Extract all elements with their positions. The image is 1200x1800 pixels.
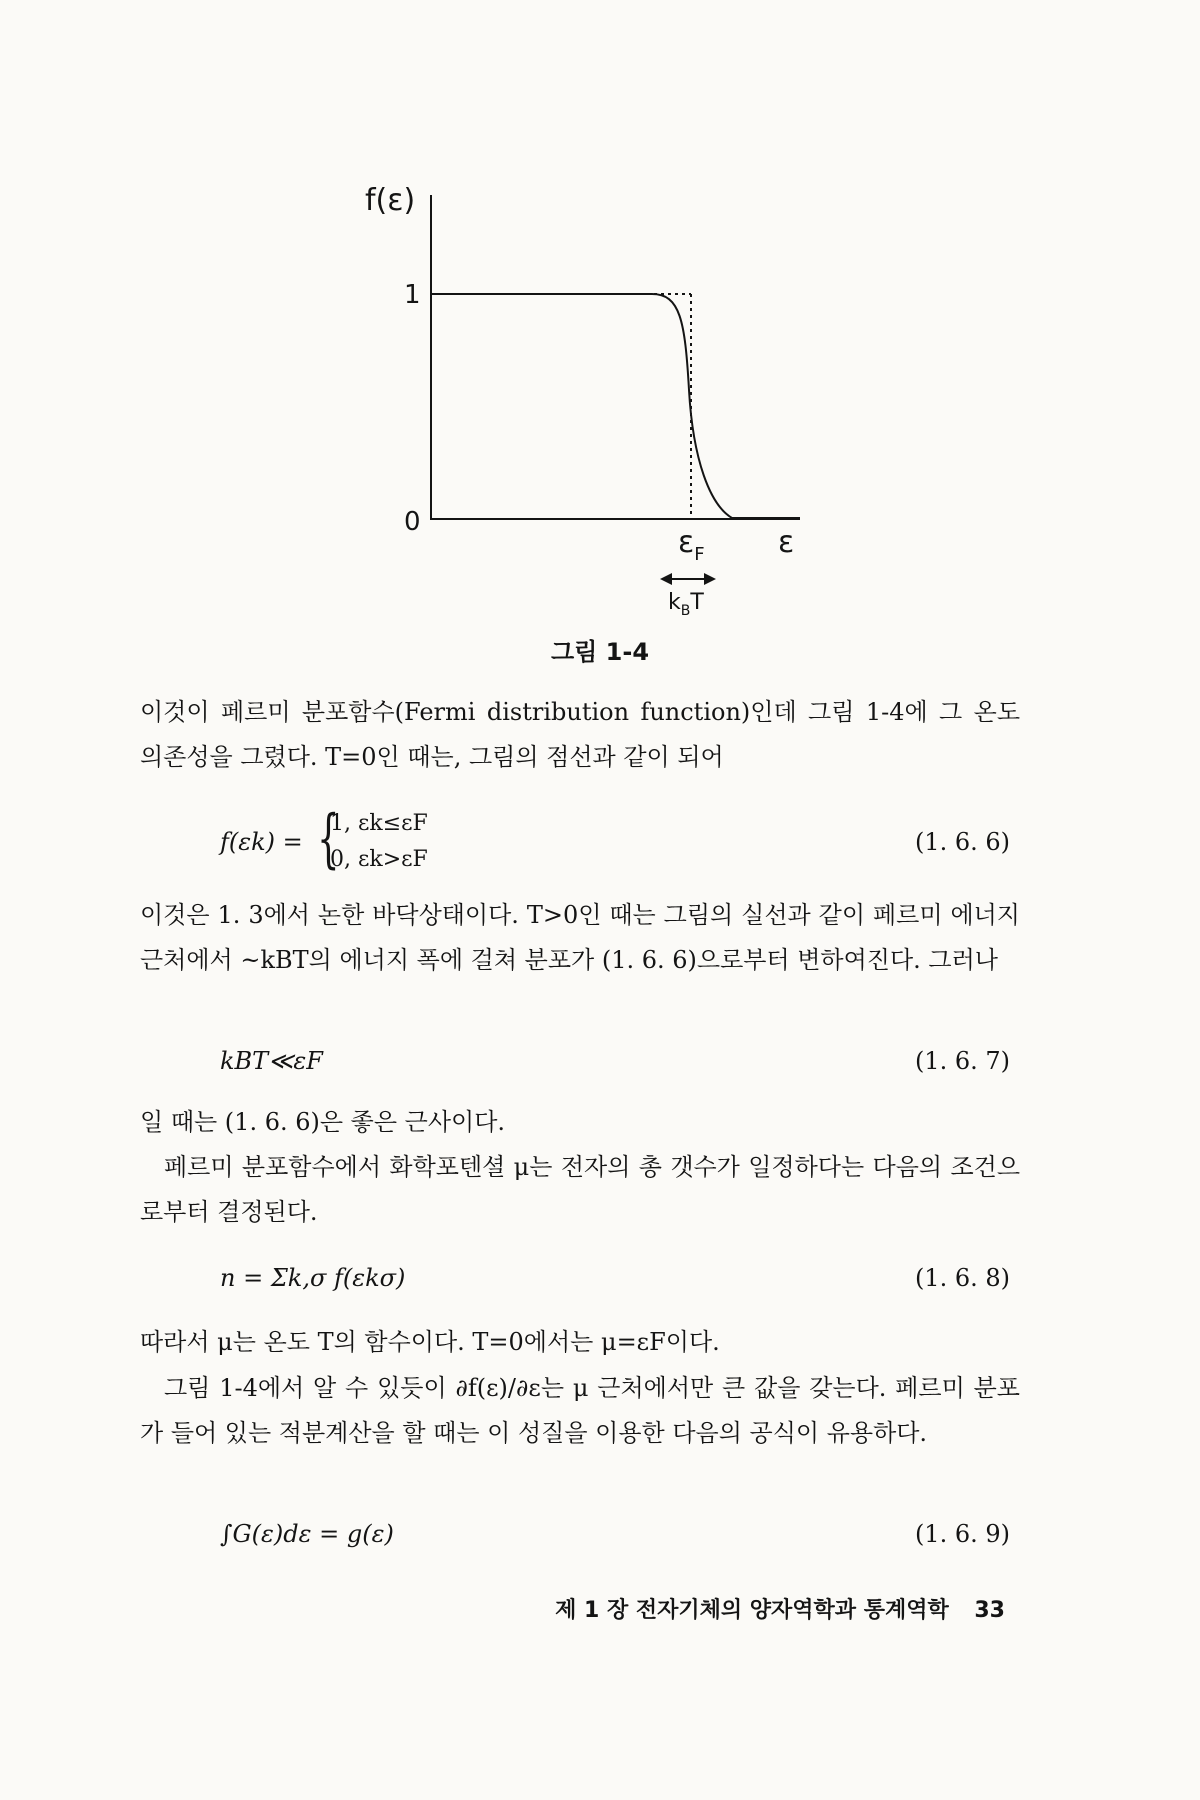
eq1-case-2: 0, εk>εF (330, 847, 428, 872)
fermi-curve-solid (431, 294, 800, 518)
eq2-number: (1. 6. 7) (914, 1047, 1010, 1075)
eq1-brace: { (317, 802, 340, 876)
equation-1-6-8 (0, 1254, 1200, 1314)
kbt-width-arrow (660, 573, 716, 585)
page-number: 33 (974, 1598, 1005, 1623)
fermi-distribution-figure (365, 160, 840, 660)
figure-caption: 그림 1-4 (550, 638, 650, 666)
paragraph-2: 이것은 1. 3에서 논한 바닥상태이다. T>0인 때는 그림의 실선과 같이 페르미 에너지 근처에서 ~kBT의 에너지 폭에 걸쳐 분포가 (1. 6. 6)으로부터 변하여진다. 그러나 (140, 901, 1020, 974)
fermi-energy-label: $\varepsilon_F$ (678, 525, 705, 565)
eq1-lhs: f(εk) = (220, 828, 303, 856)
equation-1-6-7 (0, 1037, 1200, 1097)
eq3-number: (1. 6. 8) (914, 1264, 1010, 1292)
paragraph-1: 이것이 페르미 분포함수(Fermi distribution function)인데 그림 1-4에 그 온도 의존성을 그렸다. T=0인 때는, 그림의 점선과 같이 되어 (140, 698, 1020, 771)
kbt-label: $k_BT$ (668, 590, 704, 619)
y-axis-label: f(ε) (365, 183, 416, 218)
eq3-lhs: n = Σk,σ f(εkσ) (220, 1264, 406, 1292)
x-axis-label: ε (778, 525, 795, 560)
eq2-lhs: kBT≪εF (220, 1047, 323, 1075)
eq1-number: (1. 6. 6) (914, 828, 1010, 856)
paragraph-5: 따라서 μ는 온도 T의 함수이다. T=0에서는 μ=εF이다. (140, 1328, 720, 1356)
tick-one: 1 (404, 280, 421, 310)
tick-zero: 0 (404, 507, 421, 537)
paragraph-3: 일 때는 (1. 6. 6)은 좋은 근사이다. (140, 1108, 506, 1136)
eq1-cases (330, 806, 428, 878)
running-footer (555, 1593, 1005, 1624)
eq4-number: (1. 6. 9) (914, 1520, 1010, 1548)
eq1-case-1: 1, εk≤εF (330, 811, 428, 836)
equation-1-6-6 (0, 802, 1200, 878)
paragraph-4: 페르미 분포함수에서 화학포텐셜 μ는 전자의 총 갯수가 일정하다는 다음의 조건으로부터 결정된다. (140, 1153, 1020, 1226)
footer-chapter: 제 1 장 전자기체의 양자역학과 통계역학 (555, 1598, 949, 1623)
eq4-lhs: ∫G(ε)dε = g(ε) (220, 1520, 394, 1548)
equation-1-6-9 (0, 1510, 1200, 1570)
paragraph-6: 그림 1-4에서 알 수 있듯이 ∂f(ε)/∂ε는 μ 근처에서만 큰 값을 갖는다. 페르미 분포가 들어 있는 적분계산을 할 때는 이 성질을 이용한 다음의 공식이 유용하다. (140, 1374, 1020, 1447)
